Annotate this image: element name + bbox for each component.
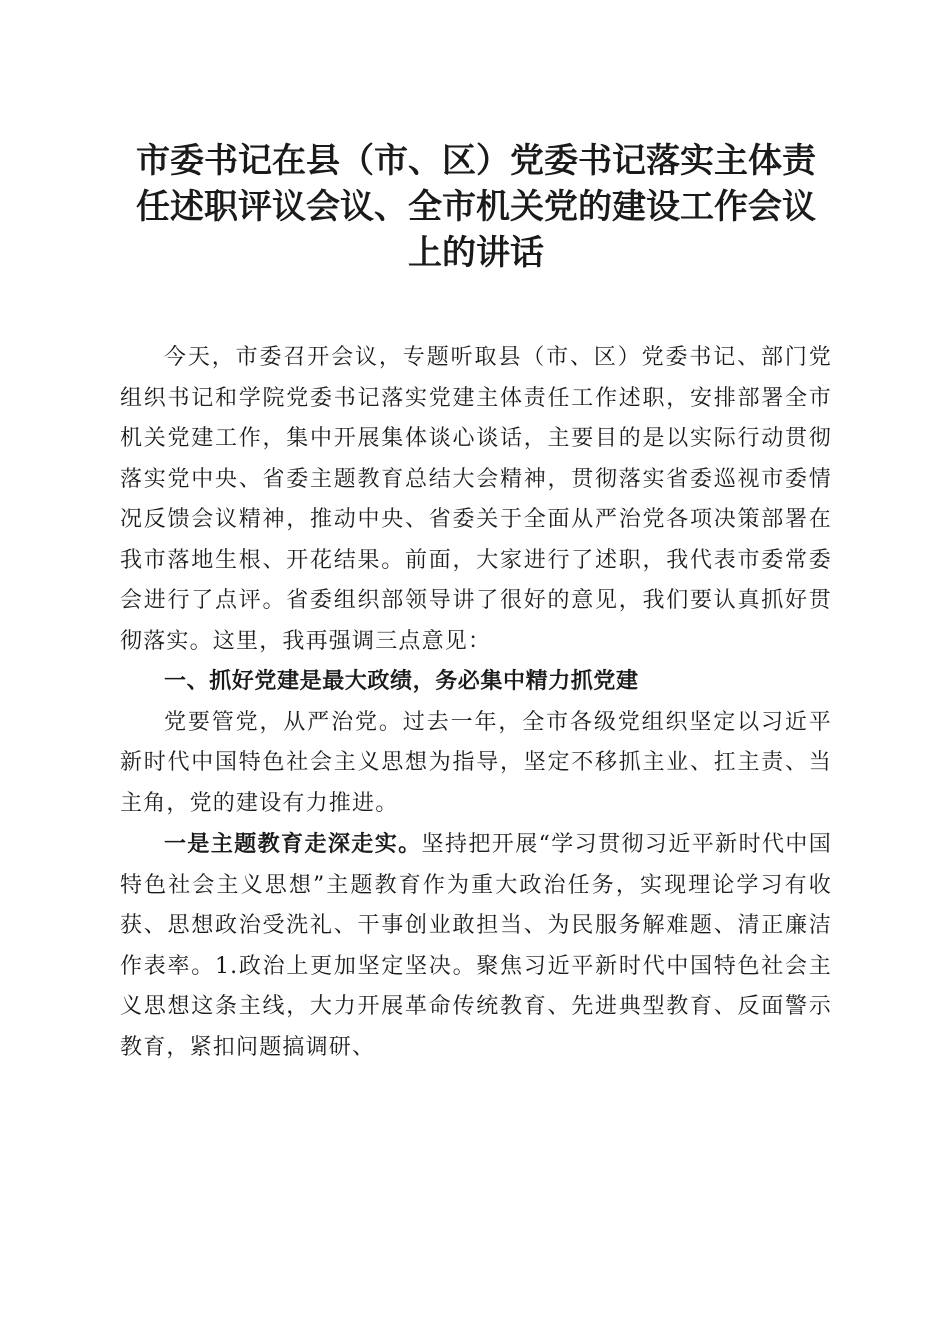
paragraph-theme-education [120, 824, 832, 1068]
paragraph-section-1-intro: 党要管党，从严治党。过去一年，全市各级党组织坚定以习近平新时代中国特色社会主义思想为指导，坚定不移抓主业、扛主责、当主角，党的建设有力推进。 [120, 709, 832, 816]
paragraph-intro: 今天，市委召开会议，专题听取县（市、区）党委书记、部门党组织书记和学院党委书记落实党建主体责任工作述职，安排部署全市机关党建工作，集中开展集体谈心谈话，主要目的是以实际行动贯彻落实党中央、省委主题教育总结大会精神，贯彻落实省委巡视市委情况反馈会议精神，推动中央、省委关于全面从严治党各项决策部署在我市落地生根、开花结果。前面，大家进行了述职，我代表市委常委会进行了点评。省委组织部领导讲了很好的意见，我们要认真抓好贯彻落实。这里，我再强调三点意见： [120, 345, 832, 654]
paragraph-lead-phrase: 一是主题教育走深走实。 [164, 831, 422, 857]
document-title: 市委书记在县（市、区）党委书记落实主体责任述职评议会议、全市机关党的建设工作会议上的讲话 [136, 141, 816, 273]
document-body [120, 338, 832, 1068]
paragraph-theme-education-text: 坚持把开展“学习贯彻习近平新时代中国特色社会主义思想”主题教育作为重大政治任务，实现理论学习有收获、思想政治受洗礼、干事创业敢担当、为民服务解难题、清正廉洁作表率。1.政治上更加坚定坚决。聚焦习近平新时代中国特色社会主义思想这条主线，大力开展革命传统教育、先进典型教育、反面警示教育，紧扣问题搞调研、 [120, 832, 833, 1060]
document-page [120, 138, 832, 1068]
section-heading-1: 一、抓好党建是最大政绩，务必集中精力抓党建 [164, 669, 639, 694]
